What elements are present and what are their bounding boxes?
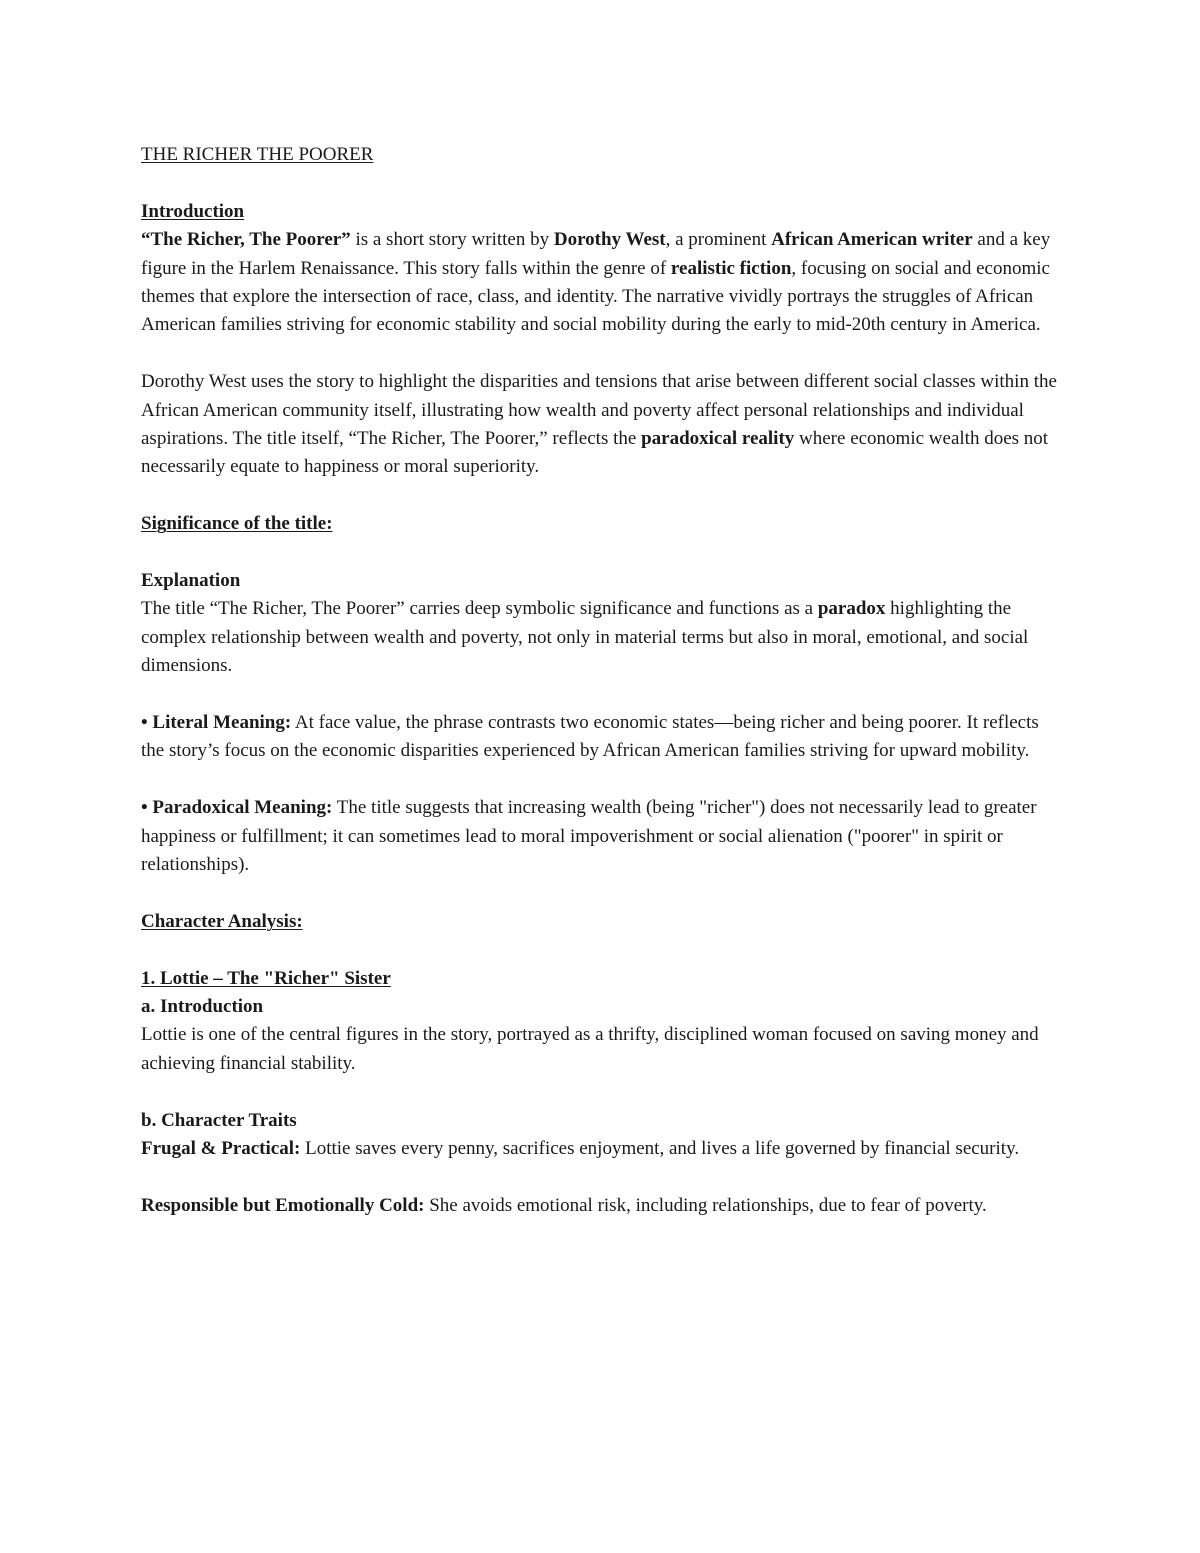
lottie-heading: 1. Lottie – The "Richer" Sister (141, 967, 391, 989)
paradoxical-meaning-item: • Paradoxical Meaning: The title suggests that increasing wealth (being "richer") does not necessarily lead to greater happiness or fulfillment; it can sometimes lead to moral impoverishment or social alienation ("poorer" in spirit or relationships). (141, 797, 1037, 876)
document-body (141, 141, 1061, 1220)
introduction-heading: Introduction (141, 200, 245, 222)
introduction-paragraph-1: “The Richer, The Poorer” is a short story written by Dorothy West, a prominent African American writer and a key figure in the Harlem Renaissance. This story falls within the genre of realistic fiction, focusing on social and economic themes that explore the intersection of race, class, and identity. The narrative vividly portrays the struggles of African American families striving for economic stability and social mobility during the early to mid-20th century in America. (141, 229, 1051, 336)
character-analysis-heading: Character Analysis: (141, 910, 303, 932)
lottie-introduction-heading: a. Introduction (141, 996, 264, 1018)
trait-frugal-practical: Frugal & Practical: Lottie saves every penny, sacrifices enjoyment, and lives a life governed by financial security. (141, 1138, 1020, 1160)
lottie-introduction-text: Lottie is one of the central figures in the story, portrayed as a thrifty, disciplined woman focused on saving money and achieving financial stability. (141, 1024, 1039, 1074)
introduction-paragraph-2: Dorothy West uses the story to highlight the disparities and tensions that arise between different social classes within the African American community itself, illustrating how wealth and poverty affect personal relationships and individual aspirations. The title itself, “The Richer, The Poorer,” reflects the paradoxical reality where economic wealth does not necessarily equate to happiness or moral superiority. (141, 371, 1057, 478)
explanation-heading: Explanation (141, 570, 241, 592)
trait-responsible-cold: Responsible but Emotionally Cold: She avoids emotional risk, including relationships, due to fear of poverty. (141, 1194, 987, 1216)
character-traits-heading: b. Character Traits (141, 1109, 297, 1131)
significance-heading: Significance of the title: (141, 513, 333, 535)
literal-meaning-item: • Literal Meaning: At face value, the phrase contrasts two economic states—being richer and being poorer. It reflects the story’s focus on the economic disparities experienced by African American families striving for upward mobility. (141, 712, 1039, 762)
document-title: THE RICHER THE POORER (141, 144, 374, 165)
explanation-paragraph: The title “The Richer, The Poorer” carries deep symbolic significance and functions as a paradox highlighting the complex relationship between wealth and poverty, not only in material terms but also in moral, emotional, and social dimensions. (141, 598, 1029, 677)
